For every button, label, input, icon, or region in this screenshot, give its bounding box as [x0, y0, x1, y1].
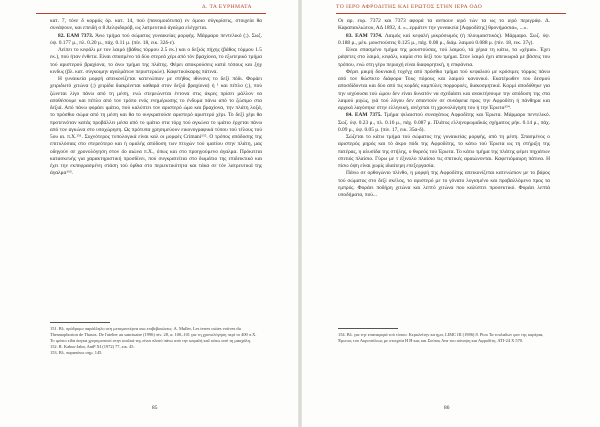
page-number: 86	[444, 405, 450, 411]
catalogue-entry	[50, 33, 262, 48]
running-head: ΤΟ ΙΕΡΟ ΑΦΡΟΔΙΤΗΣ ΚΑΙ ΕΡΩΤΟΣ ΣΤΗΝ ΙΕΡΑ ΟΔΟ	[336, 4, 483, 10]
header-rule	[336, 13, 566, 14]
footnote-rule	[338, 328, 398, 329]
paragraph-text: Λείπει το κεφάλι με τον λαιμό (βάθος τόρμου 2.5 εκ.) και ο δεξιός πήχης (βάθος τόρμου 1.5 εκ.), πού ήταν ένθετα. Είναι σπασμένο τά δύο στερεά χέρι από τόν βραχίονα, το εξωτερικό τμήμα τού αριστερού βραχίονα, το άνω τμήμα της πλάτης. Φέρει αποκρούσεις κατά τόπους και ξηγ κινδυς (βλ. κατ. σύγκοιμην αγαλμάτων περιστεριών). Καφετικόκαρης πάτινα.	[50, 47, 262, 75]
paragraph	[338, 69, 550, 113]
footnotes	[338, 332, 550, 344]
paragraph	[338, 18, 550, 33]
body-text	[338, 18, 550, 199]
paragraph-text: Σώζεται το κάτω τμήμα τού σώματος της γυναικείας μορφής, από τη μέση. Σπασμένος ο αριστερός μηρός και τό άκρο πόδι της Αφροδίτης, το κάτω τού Έρωτα ως τη στήριξη της πατέρας, η αλυσίδα της στήλης, ο θυρεός τού Έρωτα. Το κάτω τμήμα της πλάτης φέρει πηχιάτων σπιτιός πλαίσιο. Γύρω με τ έξινολο πλαίσιο τις σπιτικές αραιώνονται. Καφετιόμαυρη πάτινα. Η πίσω όψη είναι χωρίς ιδιαίτερη επεξεργασία.	[338, 134, 550, 169]
footnote-rule	[50, 322, 110, 323]
paragraph-text: Οι αρ. ευρ. 7372 και 7373 αφορά τα ανπιουν ιερό τών τα ως το ιερό περιγράφ. Δ. Καραπαυλιώτου, ΑΔ 1892, 4. «...ερμάτεν την γυναικεία [Αφροδίτης] θρονήμασια», ...».	[338, 18, 550, 32]
entry-title: 84. EAM 7375.	[346, 112, 384, 119]
catalogue-entry	[338, 33, 550, 48]
body-text	[50, 18, 262, 178]
paragraph-text: Η γυναικεία μορφή απεικονίζεται κατενώπιον με στήθος ιθύνονς το δεξί πόδι. Φοράει χειριδωτό χιτώνα (;) χειρίδα διακρίνεται καθαρά στον δεξιό βραχίονα) ή ¹ και πέπλο (;), πού ζώνεται λίγο πάνω από τη μέση, ενώ στερεώνεται έντονα στις άκρες πρίσει μάλλον να αποθέσουμε και πέπλο από τον τρόπο ενός ενημέρωσης το ένδυμα πάνω από το ζώσιμο στα δεξιά. Από πάνω φοράει ιμάτιο, πού καλύπτει τον αριστερό ώμο και βραχίονα, την πλάτη λοξά, το πρόσθιο σώμα από τη μέση και θα το ουγκρατούσε αριστερό αριστερό χέρι. Το δεξί χέρι θα προτεινόταν κατάς προβάλλει μέσα από το ιμάτιο στα τόρχ τού αγκώνα το ιμάτιο έρχεται πάνω από τον αγκώνα στο υποχώρηση. Ως πρότυπα χρησιμεύουν εικονογραφικά τύπου τού τέλους τού 5ου αι. π.Χ.¹⁵¹. Συχνότερος τυπολογικά είναι καλ οι μορφές Crimani¹⁵². Ο τρόπος απόδοσης της επιτυλόσιας στο στερεότερο και ή ομαλής απόδοση των πτυχών τού ιματίου στην πλάτη, μας οδηγούν σε χρονολόγηση στον 4ο αιώνα π.Χ., όπως και στο προηγούμενο άγαλμα. Πρόκειται κατασκευής για χαρακτηριστική προσδίνει, πού συγκρατείται στο δωμάτιο της επιδεικτικό και έχει την εκπεφρασμένη στάση τού όρθια στο περιεκτικότητα και τάκα σε τόν λατρευτικά της άγαλμα¹⁵³.	[50, 76, 262, 177]
footnote: 151. Βλ. πρόδρομο παράλληλο στη μεταμοντέρνα αιω επιβεβαιώνεις: A. Muller, Les terres cuites votives du Thesmophorion de Thasos. De l'atelier au sanctuaire (1996) πίν. 28, α. 100–101 για τη χρονολόγηση περί το 400 π.Χ. Το ιμάτιο είδα άσγκα χρησιμοποιεί στην καιλκά της είναι πλατύ πάνω από την κεφαλή καλ κάτω από τη μασχάλη.	[50, 326, 257, 343]
paragraph-text: Τμήμα ψιλαιστού συναγάτως Αφροδίτης και Έρωτα. Μάρμαρο πεντελικό. Σωζ. ύψ. 0.23 μ., πλ. 0.16 μ., πάχ. 0.087 μ. Πλάτος ελληνορωμαϊκός σχήματος μήκ. 0.14 μ., πάχ. 0.09 μ., ύψ. 0.05 μ. (πίν. 17, εικ. 35α-δ).	[338, 112, 550, 133]
running-head: Δ. ΤΑ ΕΥΡΗΜΑΤΑ	[201, 4, 252, 10]
paragraph	[338, 170, 550, 199]
footnote: 152. R. Kabus-Jahn, AntP XI (1972) 77, εικ. 45.	[50, 344, 135, 349]
page-number: 85	[152, 405, 158, 411]
paragraph	[50, 18, 262, 33]
footnote: 153. Βλ. παραπάνω σημ. 145.	[50, 350, 103, 355]
paragraph-text: Πάνω σε ορθογώνιο πλίνθο, η μορφή της Αφροδίτης απεικονίζεται κατενώπιον με το βάρος τού σώματος στο δεξί σκέλος, το αριστερό με το γόνατο λυγισμένο και προβαλλόμενο προς τα εμπρός. Φοράει ποδήρη χιτώνα και λεπτό χιτώνα που καλύπτει προσεκτικό. Φοράει λεπτά υποδήματα, πού...	[338, 170, 550, 198]
paragraph-text: κατ. 7, τόνε δ κορμός όρ. κατ. 14, πού (πανομοιότυπα) εν όμοιο σύγκρίσεις, στοιχεία θα συνάψουν, και επειδή ο 8 Δελφιδορόβ, ως λατρευτικό άγαλμα ελέγχεται.	[50, 18, 262, 32]
paragraph	[50, 47, 262, 76]
header-rule	[36, 13, 266, 14]
right-page	[302, 0, 600, 427]
paragraph-text: Φέρει μικρή δοκνιακή τοχέγχ από πρόσθιο τμήμα τού κεφαλιού με κρόσιμες τόρμος πάνω από τον θώστκτο διάφορα Τους πόρους και λαιμού κανονικό. Εκατέρωθεν του δεσμού αποσδίδονται και δύο από τις κορδές καμπύλες πορροροές, διακοσμητικά. Κορμί αποδόθηκε για την ισχύουσα τού ώμου δεν είναι δυνατόν να σχεδιάσει και ανακτήσουμε την απόδοση της στα λαιμού ριγώς, γιά τού λόγου δεν απαντούν σε συνάφεια προς την Αφροδίτη ή πάνθηρα και αρχικά λαγόσηκε στην ελληνική, ανέχεται τη χρονολόγηση του ή την Έρωτα¹⁵⁴.	[338, 68, 550, 111]
left-page	[0, 0, 298, 427]
footnotes	[50, 326, 262, 356]
catalogue-entry	[338, 112, 550, 134]
entry-title: 83. EAM 7374.	[346, 32, 385, 39]
paragraph-text: Άνω τμήμα τού σώματος γυναικείας μορφής. Μάρμαρο πεντελικό (;). Σωζ. ύψ. 0.177 μ., πλ. 0.20 μ., πάχ. 0.11 μ. (πίν. 18, εικ. 32δ-ε).	[50, 32, 262, 46]
paragraph	[338, 47, 550, 69]
paragraph-text: Είναι σπασμένο τμήμα της μουστούσας, τού λαιμού, τά χέρια τη κάτω, τα «χέρια». Έχει ράψετες στο λαιμό, κεφάλι, καμία στο δεξί του τμήμα. Στον λαιμό έχει απεικωριά με βάσεις του τρόπου, ενώ στη γέρυ περιοχή είναι διαφορητική, η επιφάνεια.	[338, 47, 550, 68]
paragraph	[338, 134, 550, 170]
entry-title: 82. EAM 7373.	[58, 32, 96, 39]
paragraph	[50, 76, 262, 178]
paragraph-text: Λαιμός καί κεφαλή μικρόσωμός (ή πλουμαιστικός). Μάρμαρο. Σωζ. ύψ. 0.188 μ., μέκ. μουστούσεις 0.125 μ., πάχ. 0.08 μ., διάμ. λαιμού 0.088 μ. (πίν. 18, εικ. 37γ).	[338, 32, 550, 46]
footnote: 154. Βλ. για την επαναφορά τού τύπου: Κερκλείτην κα ημπ, LIMC III (1986) 8. Ρίου Τα τουλαδων φον της καρέρια, Έρωτος του Ακροπόλεως με στοιχεία Η Η κας και Σούτας Ανα του σύνοψη και Αφροδίτη. ΑΤΙ-24 Χ 570.	[338, 332, 544, 343]
